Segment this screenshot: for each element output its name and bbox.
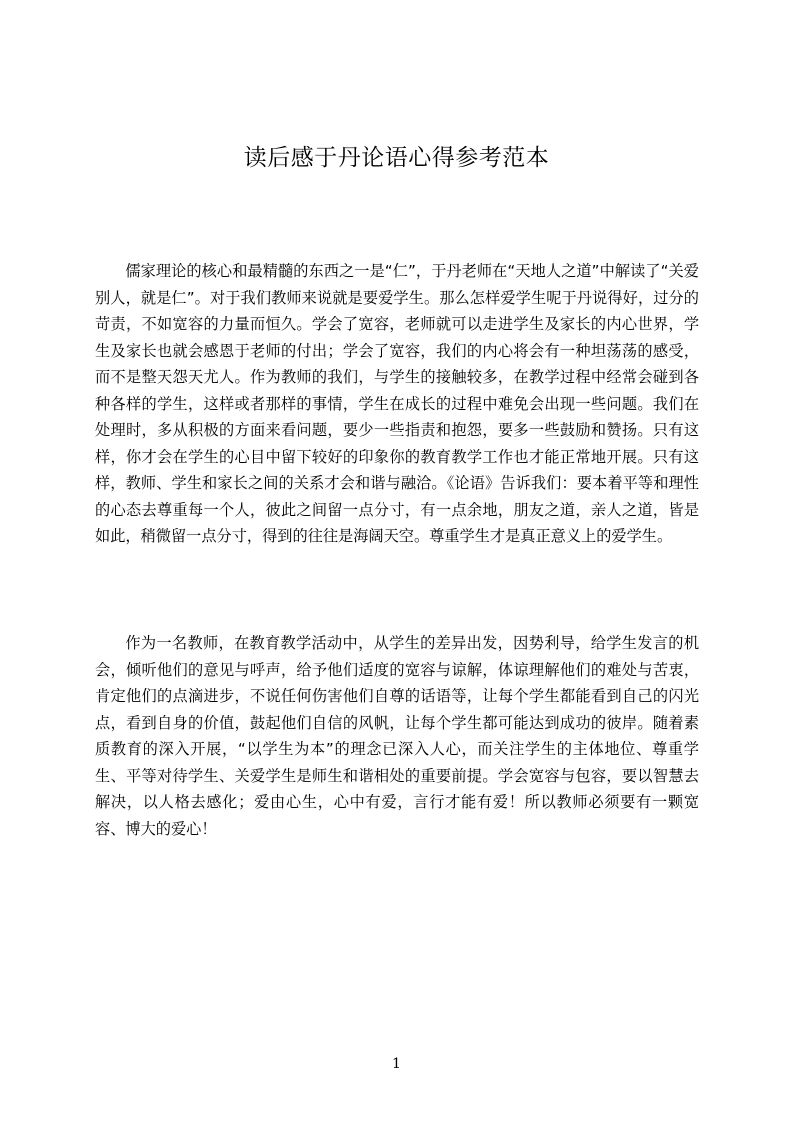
body-paragraph-1: 儒家理论的核心和最精髓的东西之一是“仁”，于丹老师在“天地人之道”中解读了“关爱别人，就是仁”。对于我们教师来说就是要爱学生。那么怎样爱学生呢于丹说得好，过分的苛责，不如宽容的力量而恒久。学会了宽容，老师就可以走进学生及家长的内心世界，学生及家长也就会感恩于老师的付出；学会了宽容，我们的内心将会有一种坦荡荡的感受，而不是整天怨天尤人。作为教师的我们，与学生的接触较多，在教学过程中经常会碰到各种各样的学生，这样或者那样的事情，学生在成长的过程中难免会出现一些问题。我们在处理时，多从积极的方面来看问题，要少一些指责和抱怨，要多一些鼓励和赞扬。只有这样，你才会在学生的心目中留下较好的印象你的教育教学工作也才能正常地开展。只有这样，教师、学生和家长之间的关系才会和谐与融洽。《论语》告诉我们：要本着平等和理性的心态去尊重每一个人，彼此之间留一点分寸，有一点余地，朋友之道，亲人之道，皆是如此，稍微留一点分寸，得到的往往是海阔天空。尊重学生才是真正意义上的爱学生。 <box>95 262 699 546</box>
body-paragraph-2: 作为一名教师，在教育教学活动中，从学生的差异出发，因势利导，给学生发言的机会，倾听他们的意见与呼声，给予他们适度的宽容与谅解，体谅理解他们的难处与苦衷，肯定他们的点滴进步，不说任何伤害他们自尊的话语等，让每个学生都能看到自己的闪光点，看到自身的价值，鼓起他们自信的风帆，让每个学生都可能达到成功的彼岸。随着素质教育的深入开展，“以学生为本”的理念已深入人心，而关注学生的主体地位、尊重学生、平等对待学生、关爱学生是师生和谐相处的重要前提。学会宽容与包容，要以智慧去解决，以人格去感化；爱由心生，心中有爱，言行才能有爱！所以教师必须要有一颗宽容、博大的爱心！ <box>95 634 699 838</box>
page-number: 1 <box>392 1056 401 1072</box>
document-title: 读后感于丹论语心得参考范本 <box>243 145 550 171</box>
